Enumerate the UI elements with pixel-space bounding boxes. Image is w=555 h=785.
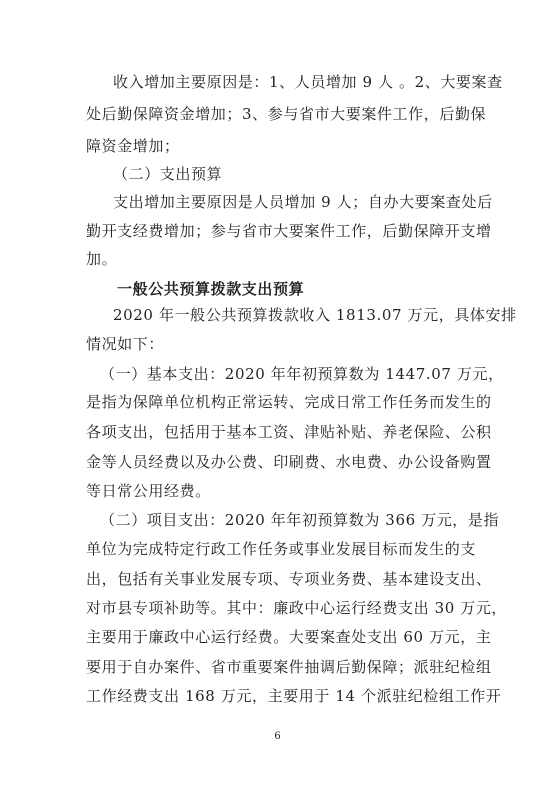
body-text-line: （一）基本支出：2020 年年初预算数为 1447.07 万元， <box>100 365 504 383</box>
body-text-line: 单位为完成特定行政工作任务或事业发展目标而发生的支 <box>86 540 477 558</box>
body-text-line: 等日常公用经费。 <box>86 482 211 500</box>
body-text-line: 支出增加主要原因是人员增加 9 人；自办大要案查处后 <box>113 193 493 211</box>
body-text-line: 工作经费支出 168 万元，主要用于 14 个派驻纪检组工作开 <box>86 687 502 705</box>
section-title: 一般公共预算拨款支出预算 <box>117 280 305 298</box>
page-number: 6 <box>274 731 281 742</box>
body-text-line: 收入增加主要原因是：1、人员增加 9 人 。2、大要案查 <box>113 73 503 91</box>
body-text-line: 各项支出，包括用于基本工资、津贴补贴、养老保险、公积 <box>86 423 492 441</box>
body-text-line: 处后勤保障资金增加；3、参与省市大要案件工作，后勤保 <box>86 105 487 123</box>
body-text-line: 金等人员经费以及办公费、印刷费、水电费、办公设备购置 <box>86 453 492 471</box>
body-text-line: 2020 年一般公共预算拨款收入 1813.07 万元，具体安排 <box>113 306 517 324</box>
body-text-line: 勤开支经费增加；参与省市大要案件工作，后勤保障开支增 <box>86 222 492 240</box>
body-text-line: 要用于自办案件、省市重要案件抽调后勤保障；派驻纪检组 <box>86 658 492 676</box>
body-text-line: 障资金增加； <box>86 137 180 155</box>
section-heading: （二）支出预算 <box>113 165 223 183</box>
body-text-line: 出，包括有关事业发展专项、专项业务费、基本建设支出、 <box>86 570 492 588</box>
body-text-line: 情况如下： <box>86 335 165 353</box>
body-text-line: （二）项目支出：2020 年年初预算数为 366 万元，是指 <box>100 511 500 529</box>
body-text-line: 主要用于廉政中心运行经费。大要案查处支出 60 万元，主 <box>86 628 492 646</box>
body-text-line: 加。 <box>86 250 118 268</box>
body-text-line: 对市县专项补助等。其中：廉政中心运行经费支出 30 万元， <box>86 599 508 617</box>
body-text-line: 是指为保障单位机构正常运转、完成日常工作任务而发生的 <box>86 393 492 411</box>
